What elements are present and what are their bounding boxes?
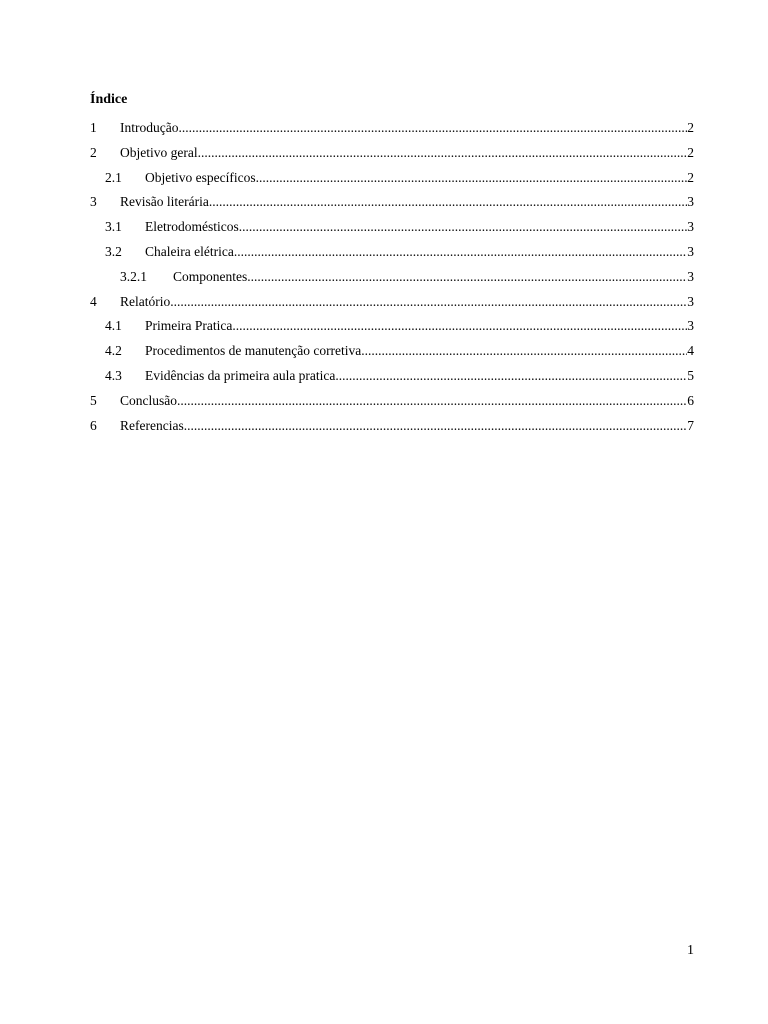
- toc-entry-text: Primeira Pratica: [145, 318, 233, 334]
- toc-dot-leader: [178, 119, 687, 137]
- toc-entry-number: 1: [90, 120, 97, 135]
- toc-entry[interactable]: [90, 367, 694, 392]
- toc-entry-number: 5: [90, 392, 97, 408]
- toc-entry-number: 6: [90, 417, 97, 433]
- toc-entry-page: 3: [687, 268, 694, 284]
- toc-entry[interactable]: [90, 218, 694, 243]
- table-of-contents: [90, 119, 694, 441]
- toc-dot-leader: [361, 342, 687, 360]
- toc-dot-leader: [177, 392, 687, 410]
- toc-entry-page: 4: [687, 343, 694, 359]
- toc-entry-number: 3.1: [105, 219, 122, 235]
- toc-entry-number: 4.1: [105, 318, 122, 334]
- page-number: 1: [687, 943, 694, 958]
- toc-title: Índice: [90, 92, 128, 107]
- toc-entry-number: 2: [90, 144, 97, 160]
- toc-entry-page: 2: [687, 169, 694, 185]
- toc-entry-page: 3: [687, 194, 694, 210]
- toc-dot-leader: [232, 317, 687, 335]
- toc-dot-leader: [335, 367, 687, 385]
- toc-dot-leader: [184, 417, 688, 435]
- toc-entry-page: 7: [687, 417, 694, 433]
- toc-entry-text: Chaleira elétrica: [145, 243, 234, 259]
- toc-entry[interactable]: [90, 293, 694, 318]
- toc-entry-page: 3: [687, 219, 694, 235]
- toc-entry[interactable]: [90, 392, 694, 417]
- toc-entry-page: 3: [687, 293, 694, 309]
- toc-entry-number: 4.2: [105, 343, 122, 359]
- toc-entry-number: 3: [90, 194, 97, 210]
- toc-entry-text: Procedimentos de manutenção corretiva: [145, 343, 362, 359]
- toc-dot-leader: [247, 268, 687, 286]
- toc-entry[interactable]: [90, 268, 694, 293]
- toc-entry-text: Conclusão: [120, 392, 177, 408]
- toc-entry[interactable]: [90, 417, 694, 442]
- toc-dot-leader: [239, 218, 688, 236]
- toc-entry-text: Componentes: [173, 268, 248, 284]
- toc-entry[interactable]: [90, 169, 694, 194]
- toc-entry-page: 5: [687, 367, 694, 383]
- toc-entry-text: Revisão literária: [120, 194, 209, 210]
- toc-entry-number: 3.2: [105, 243, 122, 259]
- toc-entry[interactable]: [90, 342, 694, 367]
- toc-entry-page: 3: [687, 243, 694, 259]
- toc-entry-number: 3.2.1: [120, 268, 147, 284]
- toc-dot-leader: [234, 243, 687, 261]
- toc-dot-leader: [256, 169, 688, 187]
- toc-entry[interactable]: [90, 144, 694, 169]
- toc-entry-number: 4.3: [105, 367, 122, 383]
- toc-entry-text: Referencias: [120, 417, 184, 433]
- toc-entry-page: 2: [687, 144, 694, 160]
- toc-entry[interactable]: [90, 119, 694, 144]
- toc-dot-leader: [209, 193, 687, 211]
- toc-entry-page: 3: [687, 318, 694, 334]
- toc-dot-leader: [198, 144, 688, 162]
- toc-entry-text: Objetivo específicos: [145, 169, 256, 185]
- toc-dot-leader: [170, 293, 687, 311]
- toc-entry-text: Eletrodomésticos: [145, 219, 239, 235]
- toc-entry[interactable]: [90, 317, 694, 342]
- toc-entry-text: Introdução: [120, 120, 179, 135]
- toc-entry[interactable]: [90, 193, 694, 218]
- toc-entry-text: Objetivo geral: [120, 144, 198, 160]
- toc-entry-number: 4: [90, 293, 97, 309]
- toc-entry-text: Relatório: [120, 293, 171, 309]
- toc-entry-number: 2.1: [105, 169, 122, 185]
- toc-entry-page: 2: [687, 120, 694, 135]
- toc-entry-page: 6: [687, 392, 694, 408]
- toc-entry-text: Evidências da primeira aula pratica: [145, 367, 336, 383]
- toc-entry[interactable]: [90, 243, 694, 268]
